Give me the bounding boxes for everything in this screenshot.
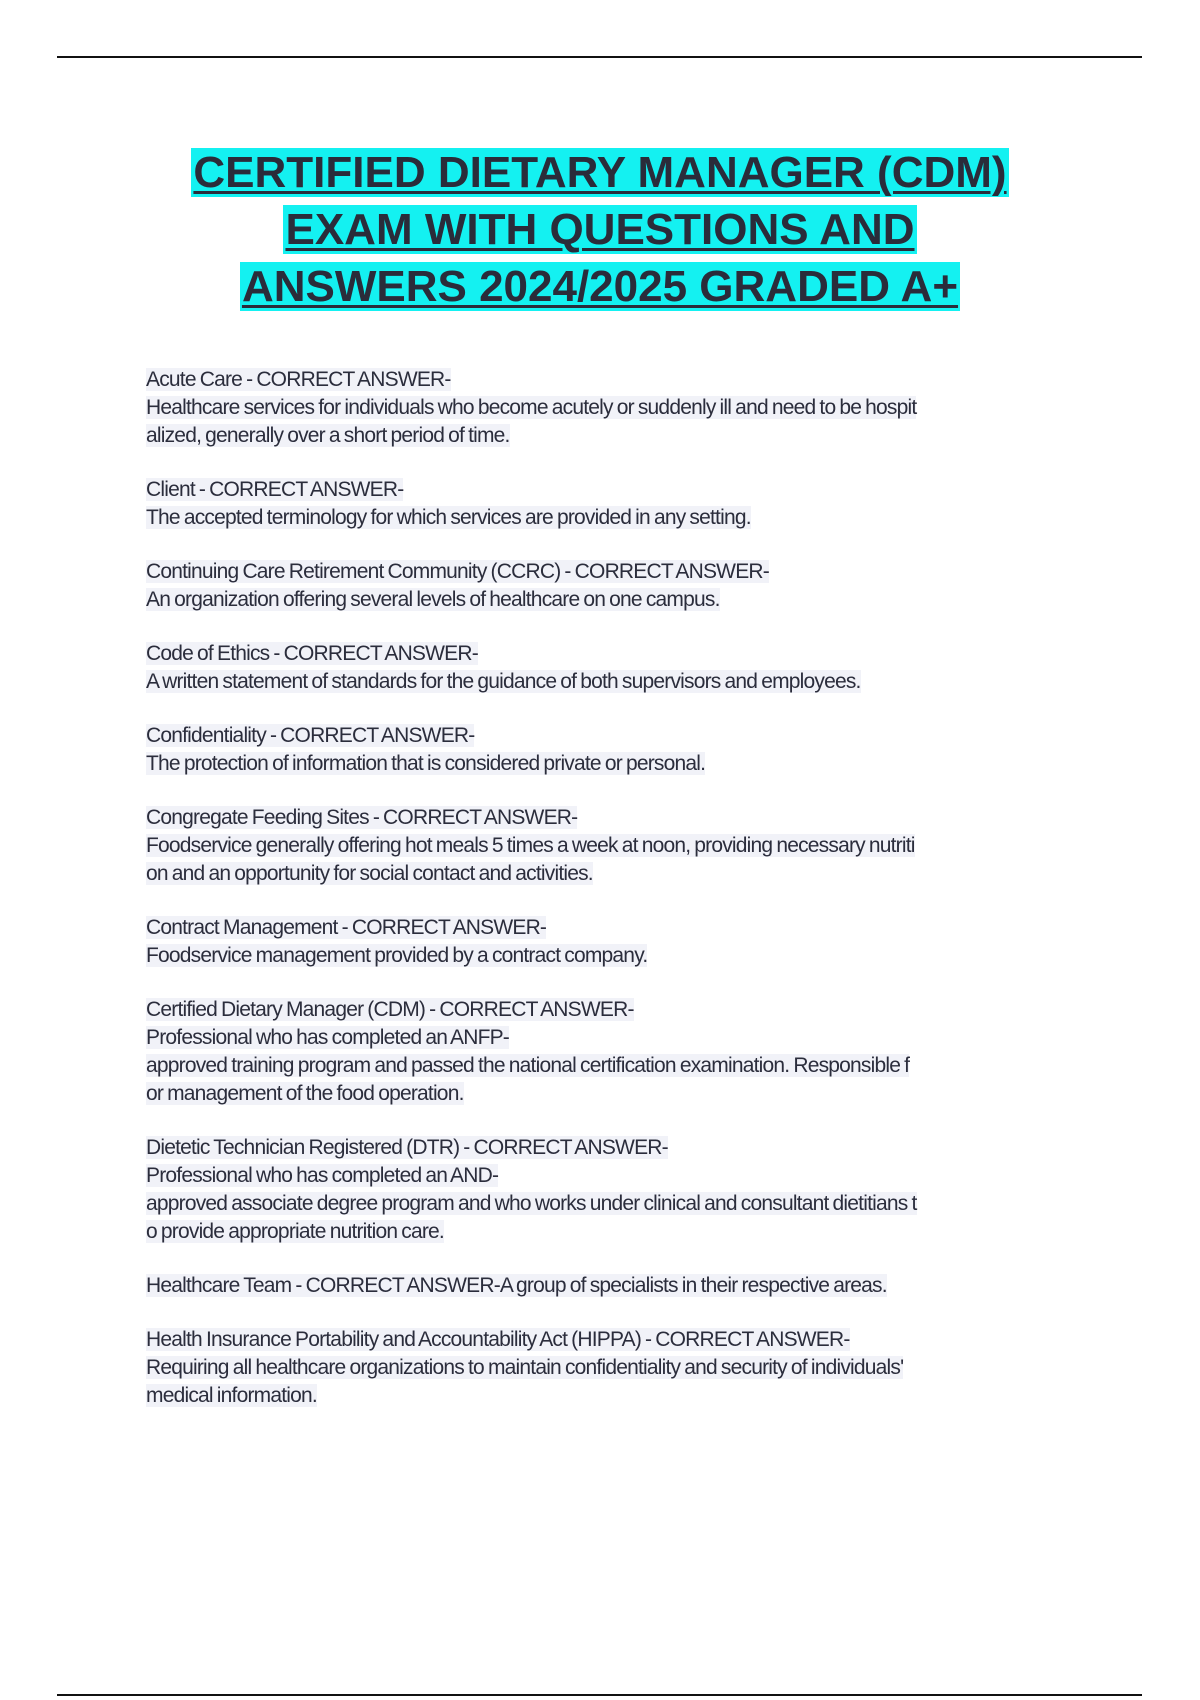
qa-term-line <box>146 476 1081 504</box>
qa-term-line <box>146 914 1081 942</box>
qa-entry <box>146 558 1081 614</box>
qa-line-text: Certified Dietary Manager (CDM) - CORRECT ANSWER- <box>146 998 634 1021</box>
qa-line-text: Foodservice management provided by a contract company. <box>146 944 648 967</box>
qa-line-text: Health Insurance Portability and Accountability Act (HIPPA) - CORRECT ANSWER- <box>146 1328 850 1351</box>
qa-line-text: Acute Care - CORRECT ANSWER- <box>146 368 451 391</box>
qa-answer-line <box>146 1162 1081 1190</box>
qa-answer-line <box>146 1024 1081 1052</box>
qa-entry <box>146 366 1081 450</box>
qa-line-text: Foodservice generally offering hot meals 5 times a week at noon, providing necessary nutriti <box>146 834 915 857</box>
qa-line-text: Healthcare services for individuals who become acutely or suddenly ill and need to be hospit <box>146 396 917 419</box>
qa-line-text: Congregate Feeding Sites - CORRECT ANSWER- <box>146 806 578 829</box>
qa-entry <box>146 1134 1081 1246</box>
qa-line-text: Professional who has completed an AND- <box>146 1164 499 1187</box>
qa-entry <box>146 722 1081 778</box>
qa-line-text: Healthcare Team - CORRECT ANSWER-A group of specialists in their respective areas. <box>146 1274 887 1297</box>
qa-term-line <box>146 640 1081 668</box>
qa-line-text: medical information. <box>146 1384 317 1407</box>
top-rule <box>57 56 1142 58</box>
qa-term-line <box>146 558 1081 586</box>
qa-line-text: Dietetic Technician Registered (DTR) - CORRECT ANSWER- <box>146 1136 668 1159</box>
qa-entry <box>146 914 1081 970</box>
qa-answer-line <box>146 504 1081 532</box>
title-line-1: CERTIFIED DIETARY MANAGER (CDM) <box>193 148 1007 197</box>
qa-line-text: Contract Management - CORRECT ANSWER- <box>146 916 547 939</box>
qa-answer-line <box>146 1190 1081 1218</box>
qa-line-text: or management of the food operation. <box>146 1082 464 1105</box>
qa-answer-line <box>146 1382 1081 1410</box>
qa-answer-line <box>146 1052 1081 1080</box>
bottom-rule <box>57 1694 1142 1696</box>
qa-line-text: approved training program and passed the national certification examination. Responsible f <box>146 1054 910 1077</box>
qa-entry <box>146 996 1081 1108</box>
qa-line-text: Confidentiality - CORRECT ANSWER- <box>146 724 475 747</box>
qa-answer-line <box>146 750 1081 778</box>
title-line-2: EXAM WITH QUESTIONS AND <box>285 205 915 254</box>
qa-answer-line <box>146 860 1081 888</box>
qa-line-text: Continuing Care Retirement Community (CCRC) - CORRECT ANSWER- <box>146 560 769 583</box>
qa-term-line <box>146 996 1081 1024</box>
qa-line-text: on and an opportunity for social contact and activities. <box>146 862 593 885</box>
title-line-3: ANSWERS 2024/2025 GRADED A+ <box>241 262 959 311</box>
qa-answer-line <box>146 586 1081 614</box>
qa-answer-line <box>146 942 1081 970</box>
qa-entry-list <box>146 366 1081 1410</box>
qa-answer-line <box>146 1080 1081 1108</box>
qa-line-text: alized, generally over a short period of time. <box>146 424 510 447</box>
qa-term-line <box>146 366 1081 394</box>
qa-line-text: approved associate degree program and who works under clinical and consultant dietitians t <box>146 1192 917 1215</box>
qa-term-line <box>146 722 1081 750</box>
qa-term-line <box>146 1326 1081 1354</box>
qa-entry <box>146 804 1081 888</box>
document-title <box>150 144 1050 315</box>
qa-line-text: The accepted terminology for which services are provided in any setting. <box>146 506 751 529</box>
qa-line-text: Professional who has completed an ANFP- <box>146 1026 510 1049</box>
qa-term-line <box>146 804 1081 832</box>
qa-answer-line <box>146 1354 1081 1382</box>
qa-line-text: The protection of information that is considered private or personal. <box>146 752 706 775</box>
qa-line-text: An organization offering several levels of healthcare on one campus. <box>146 588 720 611</box>
qa-term-line <box>146 1134 1081 1162</box>
qa-entry <box>146 1326 1081 1410</box>
qa-answer-line <box>146 1218 1081 1246</box>
qa-line-text: Requiring all healthcare organizations to maintain confidentiality and security of individuals' <box>146 1356 904 1379</box>
qa-line-text: A written statement of standards for the guidance of both supervisors and employees. <box>146 670 861 693</box>
qa-entry <box>146 640 1081 696</box>
qa-answer-line <box>146 394 1081 422</box>
qa-line-text: Code of Ethics - CORRECT ANSWER- <box>146 642 478 665</box>
qa-answer-line <box>146 668 1081 696</box>
qa-entry <box>146 476 1081 532</box>
qa-line-text: o provide appropriate nutrition care. <box>146 1220 444 1243</box>
qa-entry <box>146 1272 1081 1300</box>
qa-line-text: Client - CORRECT ANSWER- <box>146 478 404 501</box>
qa-term-line <box>146 1272 1081 1300</box>
qa-answer-line <box>146 422 1081 450</box>
qa-answer-line <box>146 832 1081 860</box>
